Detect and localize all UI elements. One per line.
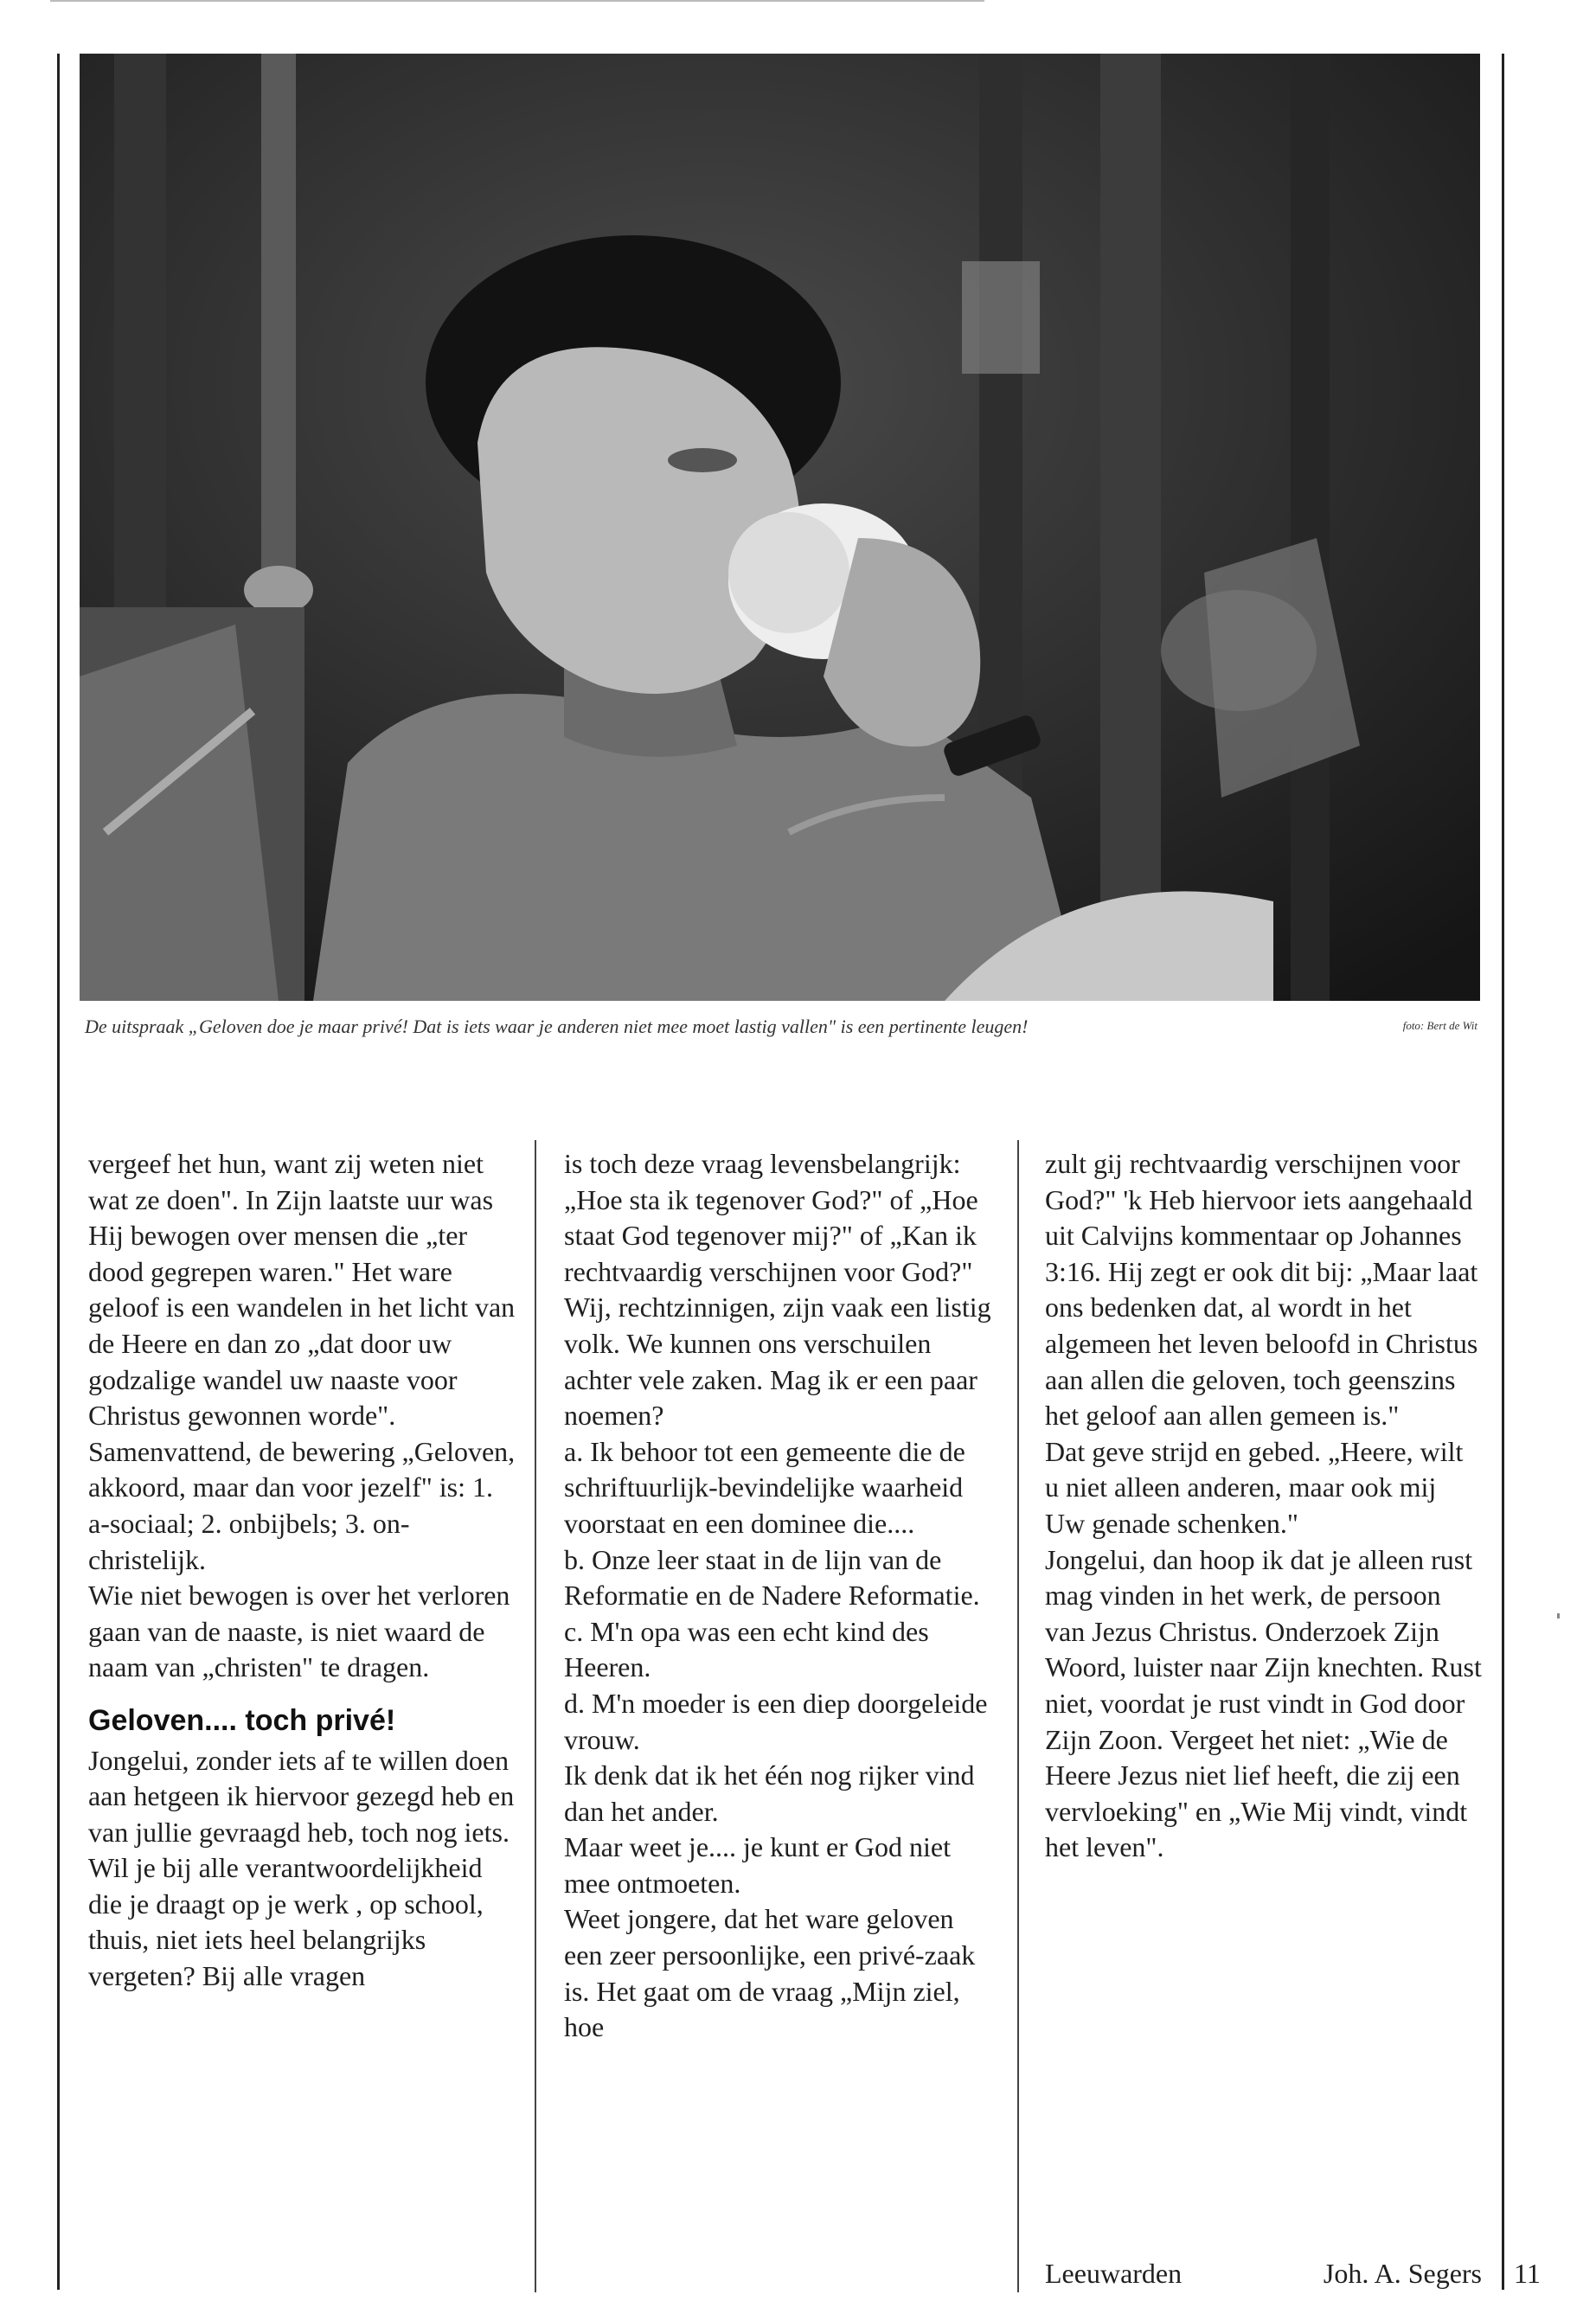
right-border-rule <box>1502 54 1504 2290</box>
column-2 <box>564 1146 997 2046</box>
column-1 <box>88 1146 521 1995</box>
paragraph: Jongelui, zonder iets af te willen doen aan hetgeen ik hiervoor gezegd heb en van jullie gevraagd heb, toch nog iets. Wil je bij alle verantwoordelijkheid die je draagt op je werk , op school, thuis, niet iets heel belangrijks vergeten? Bij alle vragen <box>88 1744 515 1992</box>
paragraph: is toch deze vraag levensbelangrijk: „Hoe sta ik tegenover God?" of „Hoe staat God tegenover mij?" of „Kan ik rechtvaardig verschijnen voor God?" <box>564 1148 978 1287</box>
photo-caption <box>85 1010 1477 1045</box>
column-divider-2 <box>1017 1140 1019 2292</box>
list-item: a. Ik behoor tot een gemeente die de schriftuurlijk-bevindelijke waarheid voorstaat en een dominee die.... <box>564 1435 965 1539</box>
paragraph: Samenvattend, de bewering „Geloven, akkoord, maar dan voor jezelf" is: 1. a-sociaal; 2. onbijbels; 3. on-christelijk. <box>88 1435 516 1575</box>
signature-place: Leeuwarden <box>1045 2258 1183 2289</box>
signature-author: Joh. A. Segers <box>1323 2258 1482 2289</box>
top-rule <box>50 0 984 2</box>
list-item: d. M'n moeder is een diep doorgeleide vrouw. <box>564 1687 988 1755</box>
list-item: c. M'n opa was een echt kind des Heeren. <box>564 1615 929 1683</box>
article-photo <box>80 54 1480 1001</box>
paragraph: Ik denk dat ik het één nog rijker vind dan het ander. <box>564 1759 975 1827</box>
caption-text: De uitspraak „Geloven doe je maar privé! Dat is iets waar je anderen niet mee moet lastig vallen" is een pertinente leugen! <box>85 1016 1029 1037</box>
column-divider-1 <box>535 1140 536 2292</box>
column-3 <box>1045 1146 1482 1866</box>
print-speck <box>1557 1613 1560 1618</box>
photo-man-drinking-coffee-icon <box>80 54 1480 1001</box>
page-number: 11 <box>1514 2258 1541 2289</box>
paragraph: zult gij rechtvaardig verschijnen voor God?" 'k Heb hiervoor iets aangehaald uit Calvijns kommentaar op Johannes 3:16. Hij zegt er ook dit bij: „Maar laat ons bedenken dat, al wordt in het algemeen het leven beloofd in Christus aan allen die geloven, toch geenszins het geloof aan allen gemeen is." <box>1045 1148 1478 1432</box>
paragraph: vergeef het hun, want zij weten niet wat ze doen". In Zijn laatste uur was Hij bewogen over mensen die „ter dood gegrepen waren." Het ware geloof is een wandelen in het licht van de Heere en dan zo „dat door uw godzalige wandel uw naaste voor Christus gewonnen worde". <box>88 1148 516 1432</box>
list-item: b. Onze leer staat in de lijn van de Reformatie en de Nadere Reformatie. <box>564 1543 980 1612</box>
paragraph: Wij, rechtzinnigen, zijn vaak een listig volk. We kunnen ons verschuilen achter vele zaken. Mag ik er een paar noemen? <box>564 1292 991 1432</box>
article-signature <box>1045 2258 1482 2294</box>
paragraph: Wie niet bewogen is over het verloren gaan van de naaste, is niet waard de naam van „christen" te dragen. <box>88 1580 510 1683</box>
section-heading: Geloven.... toch privé! <box>88 1703 396 1737</box>
left-border-rule <box>57 54 60 2290</box>
paragraph: Maar weet je.... je kunt er God niet mee ontmoeten. <box>564 1831 951 1899</box>
paragraph: Jongelui, dan hoop ik dat je alleen rust mag vinden in het werk, de persoon van Jezus Christus. Onderzoek Zijn Woord, luister naar Zijn knechten. Rust niet, voordat je rust vindt in God door Zijn Zoon. Vergeet het niet: „Wie de Heere Jezus niet lief heeft, die zij een vervloeking" en „Wie Mij vindt, vindt het leven". <box>1045 1543 1482 1863</box>
photo-credit: foto: Bert de Wit <box>1402 1019 1477 1032</box>
paragraph: Dat geve strijd en gebed. „Heere, wilt u niet alleen anderen, maar ook mij Uw genade schenken." <box>1045 1435 1464 1539</box>
paragraph: Weet jongere, dat het ware geloven een zeer persoonlijke, een privé-zaak is. Het gaat om de vraag „Mijn ziel, hoe <box>564 1903 976 2043</box>
